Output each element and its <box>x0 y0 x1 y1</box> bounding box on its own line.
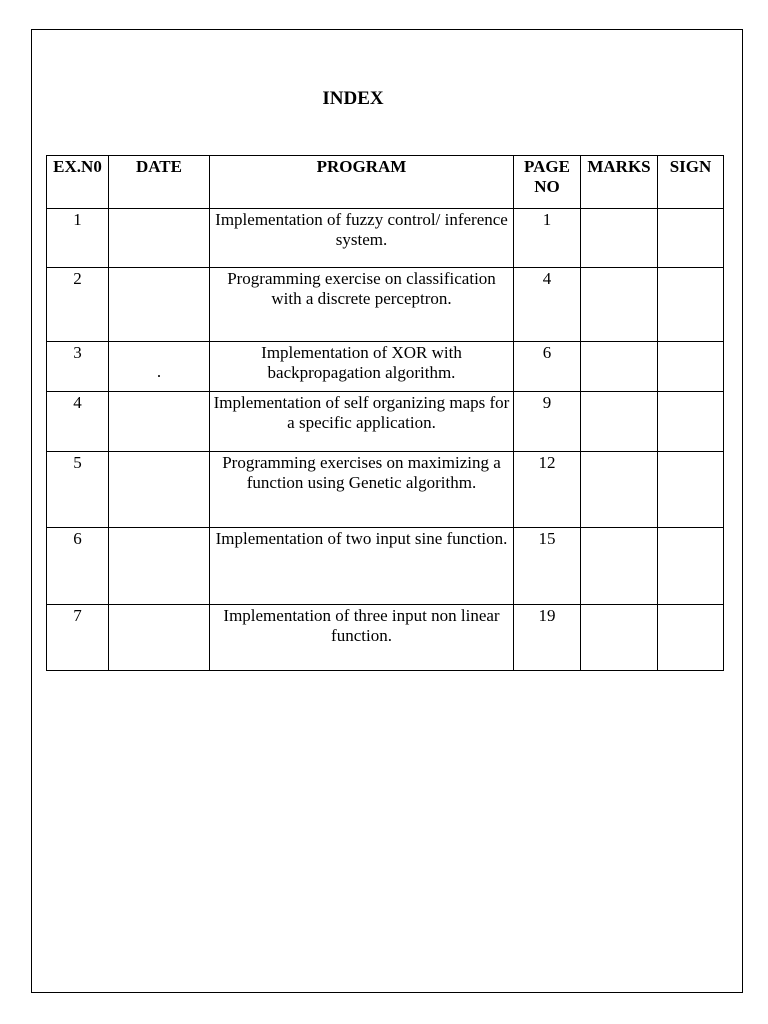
cell-program: Implementation of two input sine function. <box>210 528 514 605</box>
cell-program: Programming exercise on classification with a discrete perceptron. <box>210 268 514 342</box>
cell-sign <box>658 268 724 342</box>
header-date: DATE <box>109 156 210 209</box>
index-table <box>46 155 724 671</box>
table-header-row <box>47 156 724 209</box>
table-row <box>47 268 724 342</box>
table-row <box>47 605 724 671</box>
cell-page: 12 <box>514 452 581 528</box>
table-row <box>47 452 724 528</box>
cell-sign <box>658 528 724 605</box>
header-marks: MARKS <box>581 156 658 209</box>
cell-sign <box>658 392 724 452</box>
cell-exno: 7 <box>47 605 109 671</box>
cell-date <box>109 209 210 268</box>
cell-marks <box>581 392 658 452</box>
cell-marks <box>581 605 658 671</box>
page-title: INDEX <box>322 88 384 109</box>
cell-page: 1 <box>514 209 581 268</box>
header-page-no: PAGE NO <box>514 156 581 209</box>
cell-page: 9 <box>514 392 581 452</box>
cell-exno: 5 <box>47 452 109 528</box>
cell-date <box>109 268 210 342</box>
cell-exno: 4 <box>47 392 109 452</box>
cell-sign <box>658 605 724 671</box>
cell-marks <box>581 528 658 605</box>
cell-exno: 3 <box>47 342 109 392</box>
cell-date <box>109 392 210 452</box>
table-row <box>47 528 724 605</box>
cell-program: Programming exercises on maximizing a function using Genetic algorithm. <box>210 452 514 528</box>
cell-exno: 1 <box>47 209 109 268</box>
cell-page: 6 <box>514 342 581 392</box>
cell-marks <box>581 342 658 392</box>
cell-exno: 6 <box>47 528 109 605</box>
table-row <box>47 342 724 392</box>
cell-program: Implementation of three input non linear function. <box>210 605 514 671</box>
cell-marks <box>581 452 658 528</box>
cell-sign <box>658 342 724 392</box>
cell-date <box>109 528 210 605</box>
date-mark: . <box>156 362 162 381</box>
cell-program: Implementation of fuzzy control/ inference system. <box>210 209 514 268</box>
header-exno: EX.N0 <box>47 156 109 209</box>
header-sign: SIGN <box>658 156 724 209</box>
table-row <box>47 392 724 452</box>
cell-date <box>109 342 210 392</box>
cell-program: Implementation of XOR with backpropagation algorithm. <box>210 342 514 392</box>
cell-exno: 2 <box>47 268 109 342</box>
cell-program: Implementation of self organizing maps for a specific application. <box>210 392 514 452</box>
cell-marks <box>581 268 658 342</box>
table-row <box>47 209 724 268</box>
cell-marks <box>581 209 658 268</box>
cell-date <box>109 452 210 528</box>
cell-sign <box>658 209 724 268</box>
cell-page: 19 <box>514 605 581 671</box>
cell-date <box>109 605 210 671</box>
cell-sign <box>658 452 724 528</box>
header-program: PROGRAM <box>210 156 514 209</box>
cell-page: 15 <box>514 528 581 605</box>
cell-page: 4 <box>514 268 581 342</box>
